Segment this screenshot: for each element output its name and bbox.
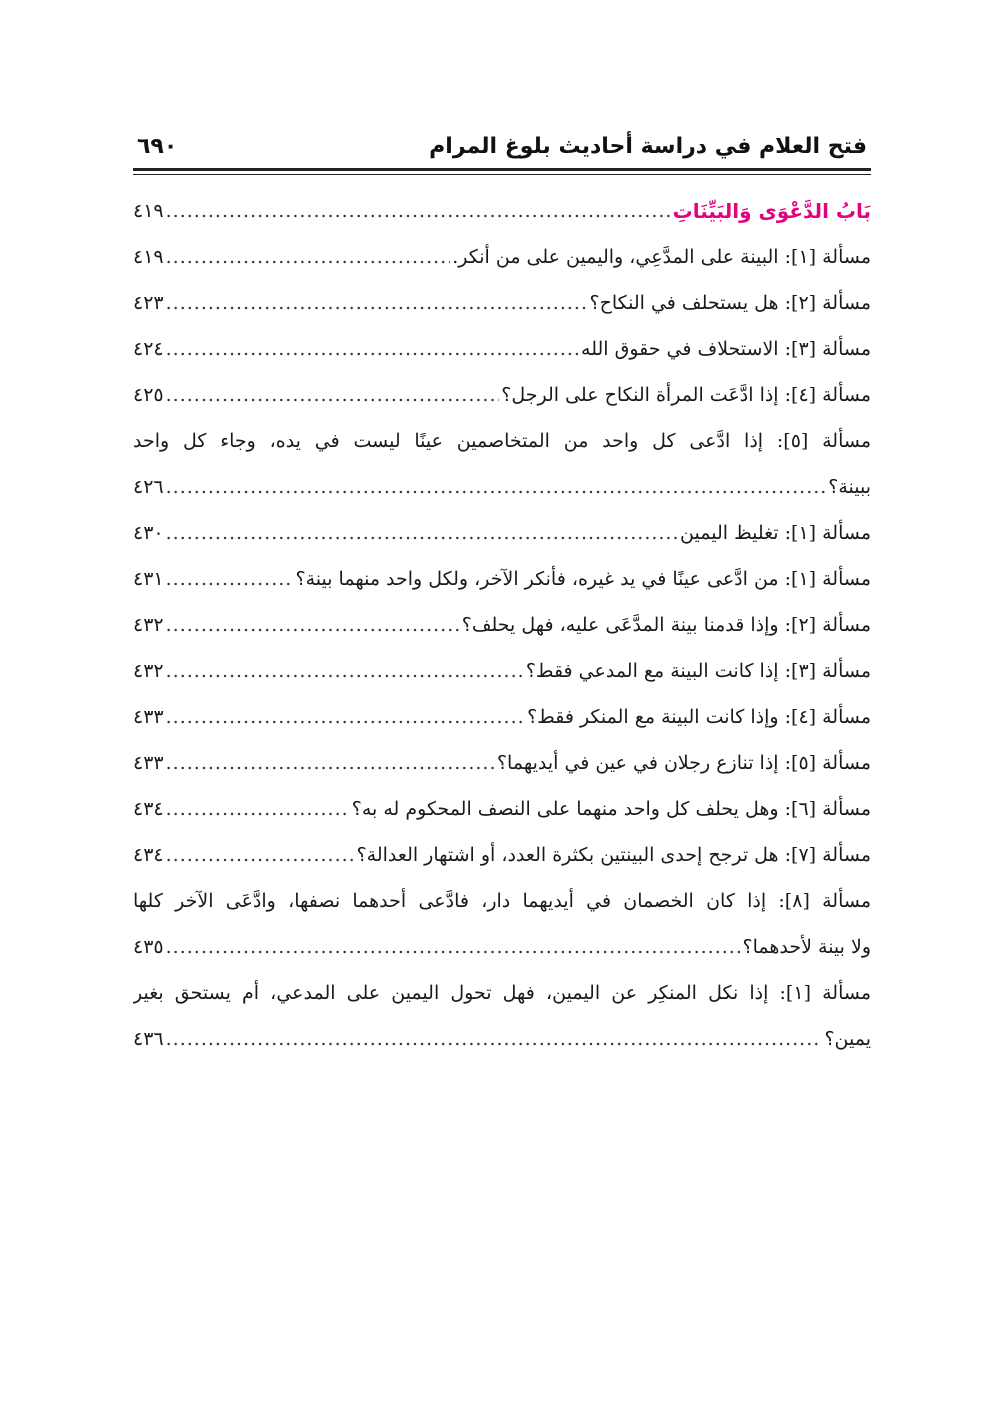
toc-entry[interactable] xyxy=(133,602,871,648)
toc-entry[interactable] xyxy=(133,464,871,510)
entry-title-line1: مسألة [٥]: إذا ادَّعى كل واحد من المتخاصمين عينًا ليست في يده، وجاء كل واحد xyxy=(133,430,871,452)
toc-entry[interactable] xyxy=(133,740,871,786)
entry-page: ٤٢٦ xyxy=(133,476,164,498)
entry-page: ٤٣١ xyxy=(133,568,164,590)
dot-leader xyxy=(166,614,460,636)
entry-page: ٤٣٠ xyxy=(133,522,164,544)
book-page xyxy=(133,0,871,1418)
entry-title: ولا بينة لأحدهما؟ xyxy=(742,936,871,958)
entry-page: ٤٣٦ xyxy=(133,1028,164,1050)
entry-page: ٤٢٥ xyxy=(133,384,164,406)
toc-entry[interactable] xyxy=(133,280,871,326)
entry-title: مسألة [١]: من ادَّعى عينًا في يد غيره، فأنكر الآخر، ولكل واحد منهما بينة؟ xyxy=(295,568,871,590)
entry-title: مسألة [٤]: إذا ادَّعَت المرأة النكاح على الرجل؟ xyxy=(501,384,871,406)
dot-leader xyxy=(166,476,827,498)
entry-title: مسألة [٢]: وإذا قدمنا بينة المدَّعَى عليه، فهل يحلف؟ xyxy=(461,614,871,636)
entry-title: مسألة [٤]: وإذا كانت البينة مع المنكر فقط؟ xyxy=(527,706,871,728)
toc-entry[interactable] xyxy=(133,786,871,832)
table-of-contents xyxy=(133,188,871,1062)
header-rule-thick xyxy=(133,168,871,171)
entry-page: ٤٢٤ xyxy=(133,338,164,360)
entry-page: ٤٣٢ xyxy=(133,614,164,636)
dot-leader xyxy=(166,568,294,590)
dot-leader xyxy=(166,292,588,314)
toc-entry[interactable] xyxy=(133,556,871,602)
running-header xyxy=(133,128,871,164)
entry-title: مسألة [١]: تغليظ اليمين xyxy=(680,522,871,544)
entry-page: ٤٣٣ xyxy=(133,752,164,774)
entry-title: مسألة [٣]: الاستحلاف في حقوق الله xyxy=(581,338,871,360)
chapter-title: بَابُ الدَّعْوَى وَالبَيِّنَاتِ xyxy=(672,199,871,223)
entry-page: ٤٢٣ xyxy=(133,292,164,314)
toc-entry[interactable] xyxy=(133,648,871,694)
dot-leader xyxy=(166,752,495,774)
entry-title: مسألة [١]: البينة على المدَّعِي، واليمين على من أنكر. xyxy=(452,246,871,268)
entry-title: مسألة [٧]: هل ترجح إحدى البينتين بكثرة العدد، أو اشتهار العدالة؟ xyxy=(356,844,871,866)
entry-page: ٤١٩ xyxy=(133,246,164,268)
toc-entry-wrapped-line[interactable] xyxy=(133,418,871,464)
dot-leader xyxy=(166,798,350,820)
toc-entry[interactable] xyxy=(133,694,871,740)
header-rule-thin xyxy=(133,174,871,175)
entry-title: مسألة [٦]: وهل يحلف كل واحد منهما على النصف المحكوم له به؟ xyxy=(351,798,871,820)
toc-entry[interactable] xyxy=(133,924,871,970)
entry-title: ببينة؟ xyxy=(828,476,871,498)
dot-leader xyxy=(166,844,355,866)
dot-leader xyxy=(166,200,671,222)
toc-entry[interactable] xyxy=(133,1016,871,1062)
entry-title: مسألة [٣]: إذا كانت البينة مع المدعي فقط؟ xyxy=(525,660,871,682)
entry-title-line1: مسألة [٨]: إذا كان الخصمان في أيديهما دار، فادَّعى أحدهما نصفها، وادَّعَى الآخر كلها xyxy=(133,890,871,912)
chapter-page: ٤١٩ xyxy=(133,200,164,222)
toc-entry-wrapped-line[interactable] xyxy=(133,970,871,1016)
dot-leader xyxy=(166,706,525,728)
entry-page: ٤٣٤ xyxy=(133,844,164,866)
toc-entry-wrapped-line[interactable] xyxy=(133,878,871,924)
entry-title: يمين؟ xyxy=(824,1028,871,1050)
toc-entry[interactable] xyxy=(133,832,871,878)
dot-leader xyxy=(166,522,678,544)
page-number: ٦٩٠ xyxy=(137,133,178,159)
entry-title: مسألة [٥]: إذا تنازع رجلان في عين في أيديهما؟ xyxy=(496,752,871,774)
toc-chapter-entry[interactable] xyxy=(133,188,871,234)
entry-page: ٤٣٤ xyxy=(133,798,164,820)
dot-leader xyxy=(166,1028,823,1050)
entry-page: ٤٣٥ xyxy=(133,936,164,958)
dot-leader xyxy=(166,936,741,958)
toc-entry[interactable] xyxy=(133,234,871,280)
entry-page: ٤٣٣ xyxy=(133,706,164,728)
entry-page: ٤٣٢ xyxy=(133,660,164,682)
entry-title-line1: مسألة [١]: إذا نكل المنكِر عن اليمين، فهل تحول اليمين على المدعي، أم يستحق بغير xyxy=(133,982,871,1004)
toc-entry[interactable] xyxy=(133,326,871,372)
entry-title: مسألة [٢]: هل يستحلف في النكاح؟ xyxy=(589,292,871,314)
book-title: فتح العلام في دراسة أحاديث بلوغ المرام xyxy=(429,133,867,159)
toc-entry[interactable] xyxy=(133,510,871,556)
toc-entry[interactable] xyxy=(133,372,871,418)
dot-leader xyxy=(166,660,524,682)
dot-leader xyxy=(166,246,451,268)
dot-leader xyxy=(166,338,579,360)
dot-leader xyxy=(166,384,500,406)
